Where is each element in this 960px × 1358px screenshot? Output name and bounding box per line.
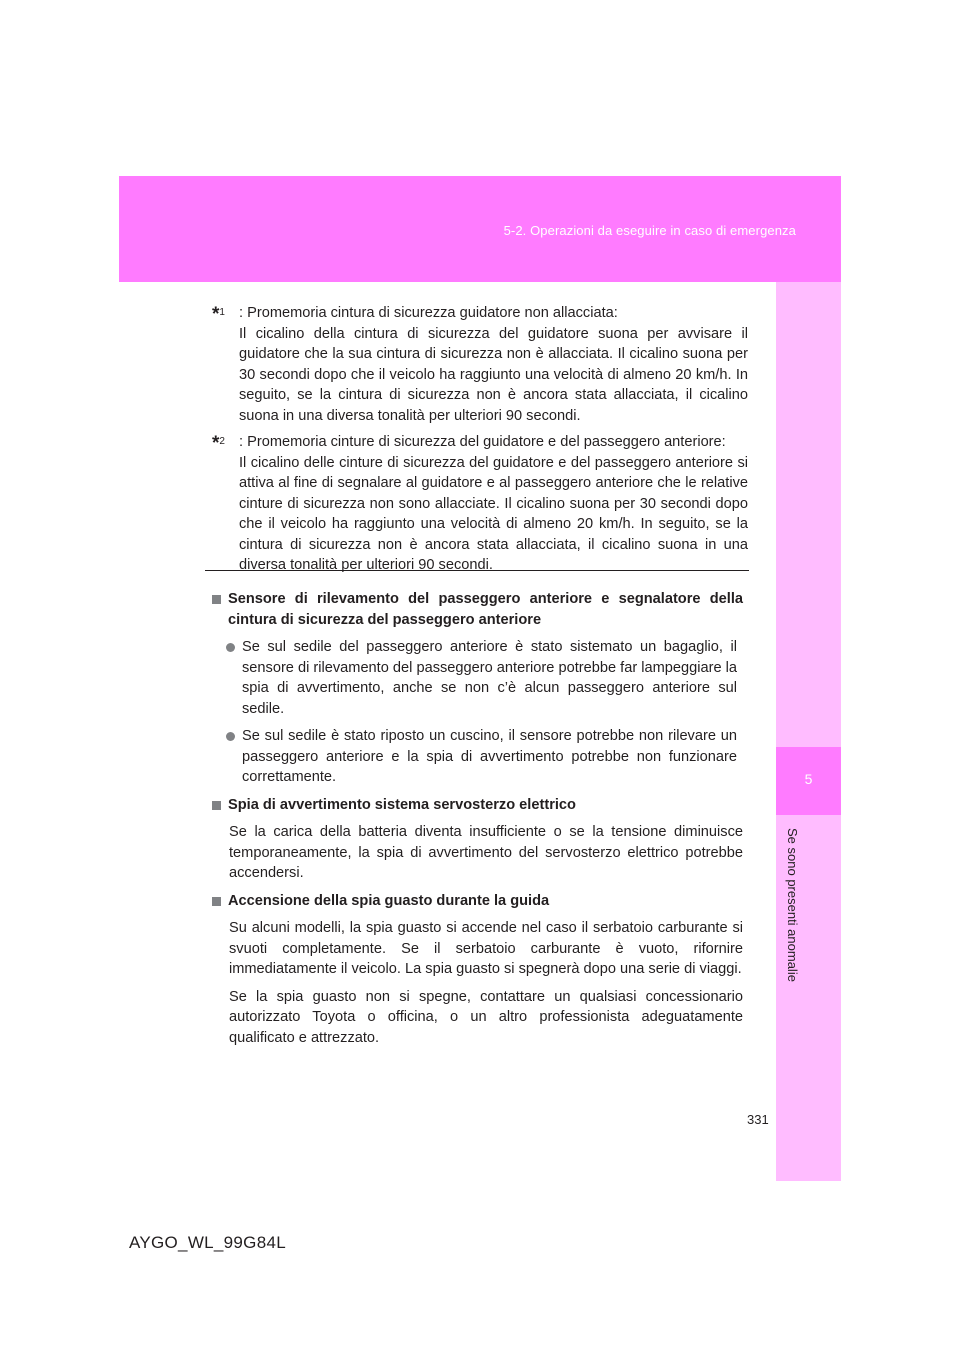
footnotes [212, 303, 748, 582]
square-bullet-icon [212, 595, 221, 604]
side-strip [776, 282, 841, 1181]
square-bullet-icon [212, 801, 221, 810]
page-number: 331 [747, 1112, 769, 1127]
footnote-1 [212, 303, 748, 426]
footnote-marker: *$^2$ [212, 433, 225, 454]
divider [205, 570, 749, 571]
list-item: Se sul sedile del passeggero anteriore è stato sistemato un bagaglio, il sensore di rilevamento del passeggero anteriore potrebbe far lampeggiare la spia di avvertimento, anche se non c’è alcun passeggero anteriore sul sedile. [212, 637, 737, 719]
footnote-marker: *$^1$ [212, 304, 225, 325]
paragraph: Su alcuni modelli, la spia guasto si accende nel caso il serbatoio carburante si svuoti completamente. Se il serbatoio carburante è vuoto, rifornire immediatamente il veicolo. La spia guasto si spegnerà dopo una serie di viaggi. [229, 920, 743, 977]
footnote-body: Il cicalino della cintura di sicurezza del guidatore suona per avvisare il guidatore che la sua cintura di sicurezza non è allacciata. Il cicalino suona per 30 secondi dopo che il veicolo ha raggiunto una velocità di almeno 20 km/h. In seguito, se la cintura di sicurezza non è ancora stata allacciata, il cicalino suona in una diversa tonalità per ulteriori 90 secondi. [239, 325, 748, 424]
list-item: Se sul sedile è stato riposto un cuscino, il sensore potrebbe non rilevare un passeggero anteriore e la spia di avvertimento potrebbe non funzionare correttamente. [212, 726, 737, 788]
chapter-title: Se sono presenti anomalie [785, 828, 800, 982]
chapter-tab [776, 747, 841, 815]
circle-bullet-icon [226, 643, 235, 652]
document-code: AYGO_WL_99G84L [129, 1233, 286, 1252]
footnote-title: : Promemoria cinture di sicurezza del guidatore e del passeggero anteriore: [239, 434, 726, 450]
footnote-body: Il cicalino delle cinture di sicurezza del guidatore e del passeggero anteriore si attiva al fine di segnalare al guidatore e al passeggero anteriore che le relative cinture di sicurezza non sono allacciate. Il cicalino suona per 30 secondi dopo che il veicolo ha raggiunto una velocità di almeno 20 km/h. In seguito, se la cintura di sicurezza non è ancora stata allacciata, il cicalino suona in una diversa tonalità per ulteriori 90 secondi. [239, 454, 748, 573]
header-band [119, 176, 841, 282]
section-heading: Accensione della spia guasto durante la guida [212, 891, 743, 912]
paragraph: Se la spia guasto non si spegne, contattare un qualsiasi concessionario autorizzato Toyota o officina, o un altro professionista adeguatamente qualificato e attrezzato. [229, 988, 743, 1046]
section-heading: Sensore di rilevamento del passeggero anteriore e segnalatore della cintura di sicurezza del passeggero anteriore [212, 589, 743, 630]
notes [212, 589, 743, 1055]
section-header-title: 5-2. Operazioni da eseguire in caso di emergenza [503, 223, 796, 238]
circle-bullet-icon [226, 732, 235, 741]
footnote-title: : Promemoria cintura di sicurezza guidatore non allacciata: [239, 305, 618, 321]
paragraph: Se la carica della batteria diventa insufficiente o se la tensione diminuisce temporaneamente, la spia di avvertimento del servosterzo elettrico potrebbe accendersi. [229, 824, 743, 881]
footnote-2 [212, 432, 748, 576]
square-bullet-icon [212, 897, 221, 906]
section-heading: Spia di avvertimento sistema servosterzo elettrico [212, 795, 743, 816]
chapter-number: 5 [804, 771, 813, 787]
